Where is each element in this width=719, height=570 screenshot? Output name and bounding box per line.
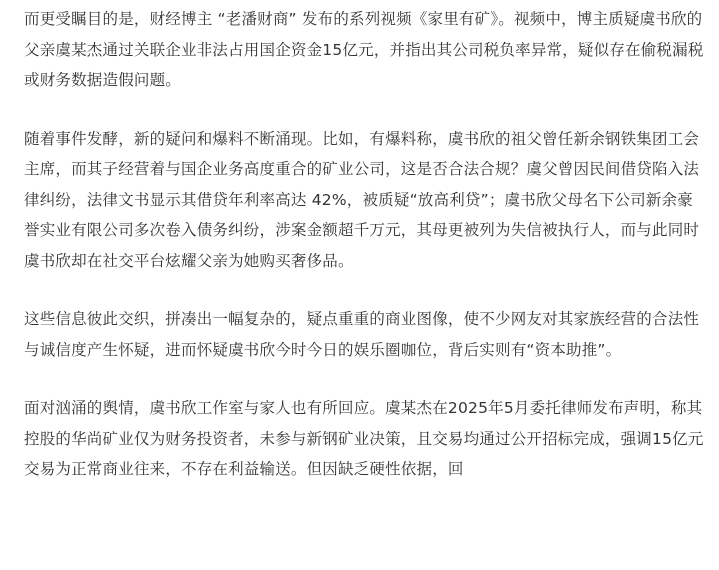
paragraph-2: 随着事件发酵，新的疑问和爆料不断涌现。比如，有爆料称，虞书欣的祖父曾任新余钢铁集团工会主席，而其子经营着与国企业务高度重合的矿业公司，这是否合法合规？虞父曾因民间借贷陷入法律纠纷，法律文书显示其借贷年利率高达 42%，被质疑“放高利贷”；虞书欣父母名下公司新余豪誉实业有限公司多次卷入债务纠纷，涉案金额超千万元，其母更被列为失信被执行人，而与此同时虞书欣却在社交平台炫耀父亲为她购买奢侈品。: [24, 129, 700, 270]
paragraph-4: 面对汹涌的舆情，虞书欣工作室与家人也有所回应。虞某杰在2025年5月委托律师发布声明，称其控股的华尚矿业仅为财务投资者，未参与新钢矿业决策，且交易均通过公开招标完成，强调15亿元交易为正常商业往来，不存在利益输送。但因缺乏硬性依据，回: [24, 399, 704, 478]
paragraph-1: 而更受瞩目的是，财经博主 “老潘财商” 发布的系列视频《家里有矿》。视频中，博主质疑虞书欣的父亲虞某杰通过关联企业非法占用国企资金15亿元，并指出其公司税负率异常，疑似存在偷税漏税或财务数据造假问题。: [24, 10, 704, 89]
article-body: [24, 4, 704, 485]
paragraph-3: 这些信息彼此交织，拼凑出一幅复杂的，疑点重重的商业图像，使不少网友对其家族经营的合法性与诚信度产生怀疑，进而怀疑虞书欣今时今日的娱乐圈咖位，背后实则有“资本助推”。: [24, 310, 700, 359]
